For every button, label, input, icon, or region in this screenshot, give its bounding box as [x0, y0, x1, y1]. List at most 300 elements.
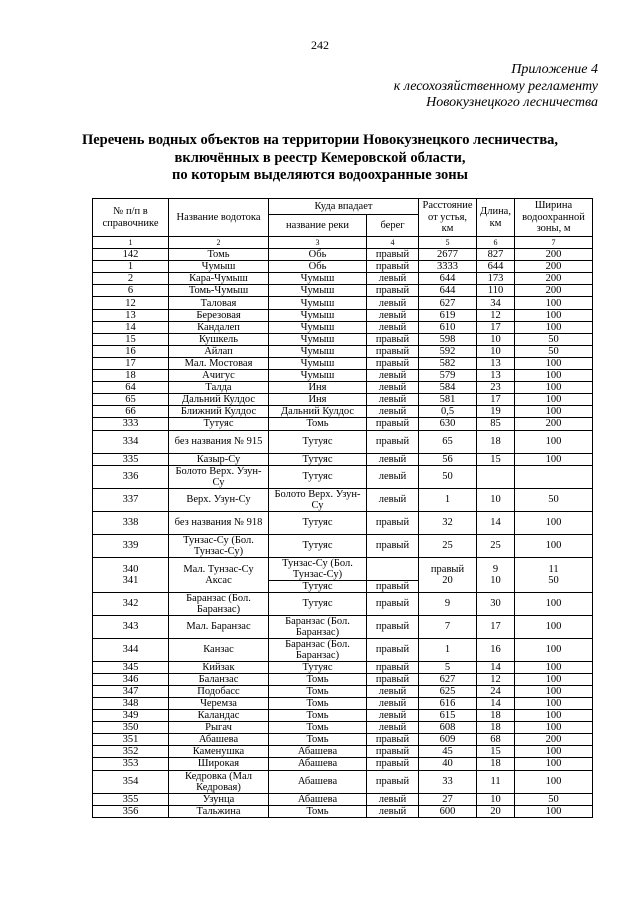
cell-length: 14 — [477, 661, 515, 673]
cell-distance: 592 — [419, 345, 477, 357]
table-row — [93, 430, 593, 453]
cell-num: 356 — [93, 805, 169, 817]
cell-num: 338 — [93, 511, 169, 534]
cell-bank: правый — [367, 592, 419, 615]
cell-distance: 644 — [419, 273, 477, 285]
cell-width: 100 — [515, 382, 593, 394]
header-width: Ширина водоохранной зоны, м — [515, 199, 593, 237]
cell-name: Мал. Тунзас-Су Аксас — [169, 557, 269, 592]
cell-river: Чумыш — [269, 370, 367, 382]
cell-river: Томь — [269, 673, 367, 685]
cell-length: 16 — [477, 638, 515, 661]
cell-length: 19 — [477, 406, 515, 418]
cell-river: Чумыш — [269, 309, 367, 321]
table-row — [93, 615, 593, 638]
cell-num: 64 — [93, 382, 169, 394]
cell-length: 24 — [477, 685, 515, 697]
cell-bank: правый — [367, 333, 419, 345]
cell-bank: правый — [367, 261, 419, 273]
table-row — [93, 309, 593, 321]
cell-river: Тутуяс — [269, 511, 367, 534]
cell-bank: левый — [367, 465, 419, 488]
cell-bank: левый — [367, 406, 419, 418]
table-row — [93, 273, 593, 285]
table-row — [93, 534, 593, 557]
cell-bank: правый — [367, 770, 419, 793]
table-row — [93, 394, 593, 406]
table-row — [93, 511, 593, 534]
cell-num: 353 — [93, 758, 169, 770]
table-row — [93, 746, 593, 758]
cell-name: без названия № 915 — [169, 430, 269, 453]
appendix-line: Приложение 4 — [511, 62, 598, 77]
cell-name: Черемза — [169, 697, 269, 709]
cell-distance: 1 — [419, 638, 477, 661]
cell-width: 100 — [515, 805, 593, 817]
cell-river: Чумыш — [269, 285, 367, 297]
cell-distance: 56 — [419, 453, 477, 465]
table-row — [93, 697, 593, 709]
cell-name: Каменушка — [169, 746, 269, 758]
cell-bank: левый — [367, 722, 419, 734]
cell-distance: 615 — [419, 710, 477, 722]
cell-num: 335 — [93, 453, 169, 465]
cell-distance: 625 — [419, 685, 477, 697]
cell-name: Каландас — [169, 710, 269, 722]
column-number: 5 — [419, 237, 477, 249]
cell-length: 9 10 — [477, 557, 515, 592]
cell-distance: 616 — [419, 697, 477, 709]
header-river: название реки — [269, 215, 367, 237]
cell-width: 100 — [515, 661, 593, 673]
cell-distance: 40 — [419, 758, 477, 770]
cell-name: Тальжина — [169, 805, 269, 817]
cell-num: 65 — [93, 394, 169, 406]
cell-num: 340 341 — [93, 557, 169, 592]
cell-name: Березовая — [169, 309, 269, 321]
table-row — [93, 722, 593, 734]
cell-river: Тутуяс — [269, 592, 367, 615]
header-name: Название водотока — [169, 199, 269, 237]
cell-name: Кийзак — [169, 661, 269, 673]
cell-bank: левый — [367, 273, 419, 285]
cell-width: 200 — [515, 249, 593, 261]
cell-width: 100 — [515, 309, 593, 321]
cell-river: Тунзас-Су (Бол. Тунзас-Су) — [269, 557, 367, 580]
table-row — [93, 453, 593, 465]
table-row — [93, 321, 593, 333]
cell-bank: левый — [367, 382, 419, 394]
cell-distance: 600 — [419, 805, 477, 817]
cell-length: 25 — [477, 534, 515, 557]
cell-num: 16 — [93, 345, 169, 357]
cell-distance: 27 — [419, 793, 477, 805]
cell-num: 344 — [93, 638, 169, 661]
cell-distance: 33 — [419, 770, 477, 793]
cell-length: 68 — [477, 734, 515, 746]
cell-distance: 0,5 — [419, 406, 477, 418]
table-row — [93, 685, 593, 697]
cell-length: 15 — [477, 453, 515, 465]
cell-width: 100 — [515, 511, 593, 534]
header-length: Длина, км — [477, 199, 515, 237]
cell-width: 100 — [515, 430, 593, 453]
cell-river: Иня — [269, 394, 367, 406]
cell-name: Подобасс — [169, 685, 269, 697]
column-number: 7 — [515, 237, 593, 249]
cell-bank: правый — [367, 345, 419, 357]
cell-bank: левый — [367, 370, 419, 382]
cell-name: Айлап — [169, 345, 269, 357]
cell-num: 334 — [93, 430, 169, 453]
cell-width: 200 — [515, 285, 593, 297]
cell-width: 100 — [515, 722, 593, 734]
cell-num: 355 — [93, 793, 169, 805]
cell-river: Обь — [269, 261, 367, 273]
table-row — [93, 734, 593, 746]
cell-name: Широкая — [169, 758, 269, 770]
cell-length: 10 — [477, 488, 515, 511]
cell-num: 346 — [93, 673, 169, 685]
cell-num: 333 — [93, 418, 169, 430]
cell-river: Абашева — [269, 793, 367, 805]
cell-bank: левый — [367, 685, 419, 697]
cell-bank — [367, 557, 419, 580]
cell-num: 354 — [93, 770, 169, 793]
table-row — [93, 345, 593, 357]
cell-distance: 32 — [419, 511, 477, 534]
title-line: по которым выделяются водоохранные зоны — [172, 167, 468, 183]
title-line: Перечень водных объектов на территории Новокузнецкого лесничества, — [81, 132, 559, 148]
cell-name: Абашева — [169, 734, 269, 746]
cell-bank: левый — [367, 309, 419, 321]
cell-length: 20 — [477, 805, 515, 817]
cell-distance: 582 — [419, 357, 477, 369]
cell-length: 10 — [477, 793, 515, 805]
cell-width: 200 — [515, 734, 593, 746]
cell-length: 10 — [477, 345, 515, 357]
cell-distance: 581 — [419, 394, 477, 406]
cell-bank: левый — [367, 488, 419, 511]
cell-distance: 45 — [419, 746, 477, 758]
table-row — [93, 418, 593, 430]
cell-river: Абашева — [269, 746, 367, 758]
cell-name: Болото Верх. Узун-Су — [169, 465, 269, 488]
cell-length: 18 — [477, 710, 515, 722]
cell-length: 827 — [477, 249, 515, 261]
cell-name: Тутуяс — [169, 418, 269, 430]
table-row — [93, 758, 593, 770]
cell-bank: левый — [367, 394, 419, 406]
cell-num: 18 — [93, 370, 169, 382]
cell-num: 347 — [93, 685, 169, 697]
cell-width: 100 — [515, 710, 593, 722]
cell-length: 12 — [477, 309, 515, 321]
cell-width: 50 — [515, 793, 593, 805]
cell-river: Чумыш — [269, 357, 367, 369]
cell-bank: правый — [367, 534, 419, 557]
cell-name: Таловая — [169, 297, 269, 309]
cell-length: 23 — [477, 382, 515, 394]
cell-length: 17 — [477, 394, 515, 406]
table-row — [93, 793, 593, 805]
cell-width: 100 — [515, 321, 593, 333]
cell-length: 13 — [477, 370, 515, 382]
cell-width: 100 — [515, 453, 593, 465]
cell-num: 66 — [93, 406, 169, 418]
table-row — [93, 805, 593, 817]
cell-name: Томь-Чумыш — [169, 285, 269, 297]
cell-length: 12 — [477, 673, 515, 685]
cell-river: Чумыш — [269, 345, 367, 357]
header-distance: Расстояние от устья, км — [419, 199, 477, 237]
cell-width — [515, 465, 593, 488]
cell-width: 100 — [515, 592, 593, 615]
cell-width: 100 — [515, 758, 593, 770]
cell-name: Кедровка (Мал Кедровая) — [169, 770, 269, 793]
cell-river: Тутуяс — [269, 430, 367, 453]
cell-width: 100 — [515, 685, 593, 697]
column-number: 2 — [169, 237, 269, 249]
cell-num: 342 — [93, 592, 169, 615]
cell-bank: правый — [367, 638, 419, 661]
table-row — [93, 557, 593, 580]
cell-river: Тутуяс — [269, 534, 367, 557]
cell-length: 17 — [477, 615, 515, 638]
table-row — [93, 370, 593, 382]
cell-bank: левый — [367, 697, 419, 709]
cell-river: Томь — [269, 697, 367, 709]
cell-bank: правый — [367, 673, 419, 685]
table-row — [93, 638, 593, 661]
cell-distance: 627 — [419, 673, 477, 685]
cell-name: Чумыш — [169, 261, 269, 273]
appendix-line: Новокузнецкого лесничества — [426, 95, 598, 110]
cell-name: Узунца — [169, 793, 269, 805]
cell-num: 12 — [93, 297, 169, 309]
cell-num: 2 — [93, 273, 169, 285]
cell-width: 100 — [515, 770, 593, 793]
cell-distance: 65 — [419, 430, 477, 453]
cell-bank: левый — [367, 793, 419, 805]
table-row — [93, 357, 593, 369]
title-line: включённых в реестр Кемеровской области, — [174, 149, 466, 166]
cell-river: Томь — [269, 418, 367, 430]
cell-width: 100 — [515, 638, 593, 661]
cell-num: 13 — [93, 309, 169, 321]
page-number: 242 — [311, 38, 329, 52]
cell-length: 15 — [477, 746, 515, 758]
cell-distance: 579 — [419, 370, 477, 382]
cell-bank: правый — [367, 285, 419, 297]
cell-river: Обь — [269, 249, 367, 261]
cell-river: Томь — [269, 710, 367, 722]
cell-distance: 9 — [419, 592, 477, 615]
cell-width: 200 — [515, 418, 593, 430]
cell-num: 350 — [93, 722, 169, 734]
table-row — [93, 710, 593, 722]
cell-width: 100 — [515, 746, 593, 758]
cell-river: Томь — [269, 805, 367, 817]
cell-name: Казыр-Су — [169, 453, 269, 465]
cell-bank: левый — [367, 453, 419, 465]
cell-bank: левый — [367, 710, 419, 722]
cell-bank: правый — [367, 758, 419, 770]
cell-width: 50 — [515, 345, 593, 357]
cell-num: 348 — [93, 697, 169, 709]
cell-num: 14 — [93, 321, 169, 333]
cell-distance: 7 — [419, 615, 477, 638]
cell-length: 30 — [477, 592, 515, 615]
cell-length — [477, 465, 515, 488]
cell-length: 17 — [477, 321, 515, 333]
cell-distance: 610 — [419, 321, 477, 333]
cell-length: 14 — [477, 511, 515, 534]
cell-river: Чумыш — [269, 333, 367, 345]
table-row — [93, 261, 593, 273]
cell-width: 100 — [515, 534, 593, 557]
cell-bank: правый — [367, 430, 419, 453]
cell-distance: 2677 — [419, 249, 477, 261]
cell-river: Чумыш — [269, 273, 367, 285]
cell-distance: 25 — [419, 534, 477, 557]
header-bank: берег — [367, 215, 419, 237]
cell-length: 18 — [477, 430, 515, 453]
column-number: 4 — [367, 237, 419, 249]
column-number-row — [93, 237, 593, 249]
cell-river: Тутуяс — [269, 453, 367, 465]
cell-bank: левый — [367, 805, 419, 817]
cell-river: Баранзас (Бол. Баранзас) — [269, 615, 367, 638]
cell-bank: правый — [367, 418, 419, 430]
cell-name: Мал. Баранзас — [169, 615, 269, 638]
cell-num: 345 — [93, 661, 169, 673]
cell-river: Иня — [269, 382, 367, 394]
cell-river: Тутуяс — [269, 661, 367, 673]
cell-river: Болото Верх. Узун-Су — [269, 488, 367, 511]
cell-length: 18 — [477, 758, 515, 770]
table-row — [93, 661, 593, 673]
table-row — [93, 382, 593, 394]
cell-name: Ачигус — [169, 370, 269, 382]
cell-river: Чумыш — [269, 297, 367, 309]
table-row — [93, 297, 593, 309]
header-num: № п/п в справочнике — [93, 199, 169, 237]
table-row — [93, 333, 593, 345]
table-row — [93, 592, 593, 615]
cell-name: Кандалеп — [169, 321, 269, 333]
cell-length: 14 — [477, 697, 515, 709]
table-row — [93, 285, 593, 297]
cell-distance: 619 — [419, 309, 477, 321]
cell-num: 17 — [93, 357, 169, 369]
cell-name: Кара-Чумыш — [169, 273, 269, 285]
cell-river: Баранзас (Бол. Баранзас) — [269, 638, 367, 661]
cell-num: 343 — [93, 615, 169, 638]
cell-width: 100 — [515, 615, 593, 638]
cell-river: Томь — [269, 685, 367, 697]
cell-river: Чумыш — [269, 321, 367, 333]
cell-bank: левый — [367, 321, 419, 333]
header-flows-into: Куда впадает — [269, 199, 419, 215]
cell-num: 352 — [93, 746, 169, 758]
cell-length: 13 — [477, 357, 515, 369]
cell-width: 11 50 — [515, 557, 593, 592]
cell-distance: правый 20 — [419, 557, 477, 592]
cell-distance: 630 — [419, 418, 477, 430]
cell-distance: 598 — [419, 333, 477, 345]
cell-name: Дальний Кулдос — [169, 394, 269, 406]
cell-distance: 3333 — [419, 261, 477, 273]
cell-width: 200 — [515, 261, 593, 273]
column-number: 6 — [477, 237, 515, 249]
column-number: 3 — [269, 237, 367, 249]
cell-bank: правый — [367, 249, 419, 261]
cell-name: Кушкель — [169, 333, 269, 345]
cell-num: 351 — [93, 734, 169, 746]
cell-river: Абашева — [269, 770, 367, 793]
table-row — [93, 249, 593, 261]
cell-width: 100 — [515, 370, 593, 382]
cell-length: 85 — [477, 418, 515, 430]
cell-width: 100 — [515, 394, 593, 406]
cell-river: Тутуяс — [269, 580, 367, 592]
cell-width: 100 — [515, 697, 593, 709]
cell-length: 644 — [477, 261, 515, 273]
water-objects-table — [92, 198, 593, 818]
cell-distance: 609 — [419, 734, 477, 746]
cell-name: Мал. Мостовая — [169, 357, 269, 369]
cell-bank: правый — [367, 580, 419, 592]
appendix-line: к лесохозяйственному регламенту — [393, 78, 598, 94]
cell-bank: правый — [367, 734, 419, 746]
cell-width: 100 — [515, 297, 593, 309]
cell-num: 6 — [93, 285, 169, 297]
cell-width: 100 — [515, 406, 593, 418]
appendix-caption — [394, 62, 598, 112]
cell-length: 34 — [477, 297, 515, 309]
cell-river: Абашева — [269, 758, 367, 770]
cell-width: 200 — [515, 273, 593, 285]
cell-name: Томь — [169, 249, 269, 261]
cell-length: 11 — [477, 770, 515, 793]
cell-bank: правый — [367, 357, 419, 369]
cell-bank: правый — [367, 746, 419, 758]
cell-distance: 608 — [419, 722, 477, 734]
cell-num: 349 — [93, 710, 169, 722]
cell-distance: 5 — [419, 661, 477, 673]
cell-distance: 627 — [419, 297, 477, 309]
cell-width: 50 — [515, 333, 593, 345]
table-row — [93, 673, 593, 685]
cell-river: Тутуяс — [269, 465, 367, 488]
cell-width: 100 — [515, 357, 593, 369]
cell-river: Томь — [269, 734, 367, 746]
cell-bank: правый — [367, 661, 419, 673]
table-row — [93, 406, 593, 418]
cell-num: 339 — [93, 534, 169, 557]
cell-river: Томь — [269, 722, 367, 734]
cell-name: Балaнзас — [169, 673, 269, 685]
cell-num: 15 — [93, 333, 169, 345]
cell-name: Верх. Узун-Су — [169, 488, 269, 511]
cell-num: 336 — [93, 465, 169, 488]
cell-length: 10 — [477, 333, 515, 345]
cell-name: без названия № 918 — [169, 511, 269, 534]
cell-width: 100 — [515, 673, 593, 685]
cell-name: Тунзас-Су (Бол. Тунзас-Су) — [169, 534, 269, 557]
cell-name: Рыгач — [169, 722, 269, 734]
